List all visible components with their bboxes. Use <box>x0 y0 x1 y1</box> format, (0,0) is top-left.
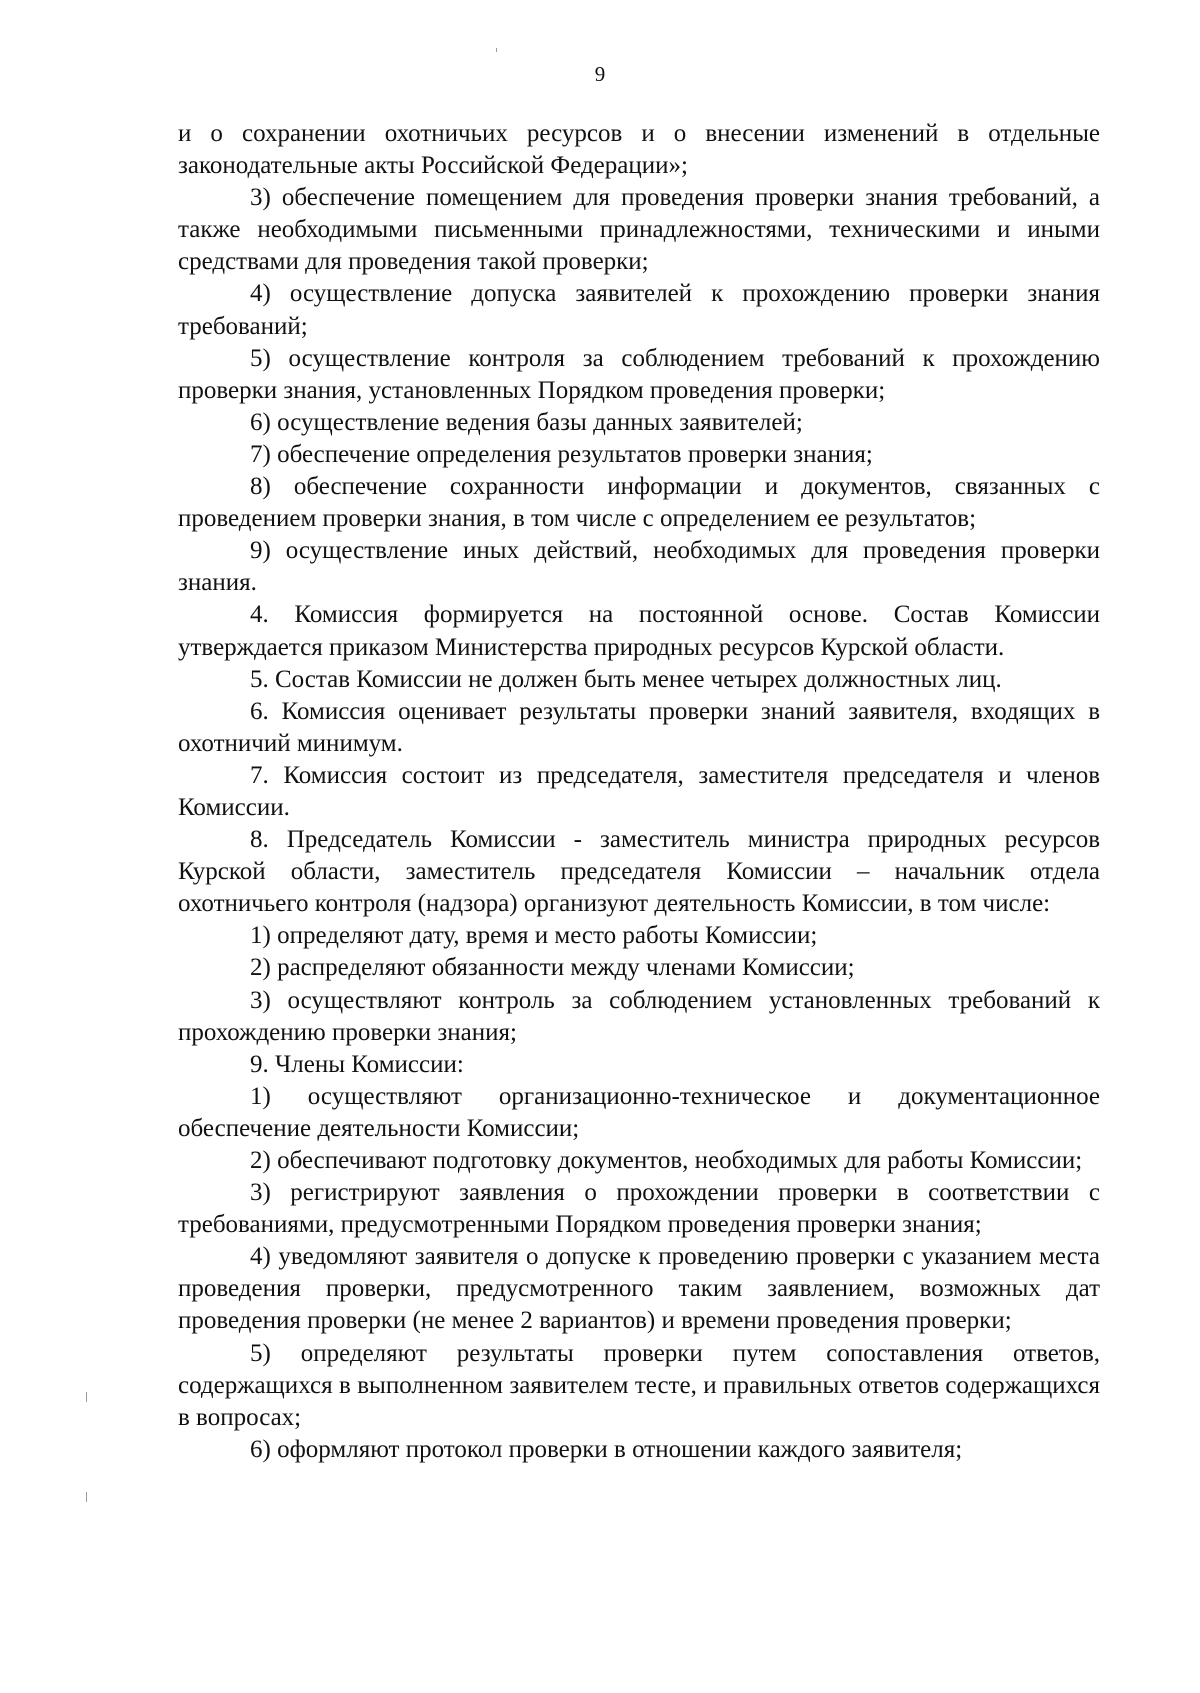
scan-margin-mark <box>86 1492 87 1502</box>
paragraph: 9. Члены Комиссии: <box>250 1050 464 1078</box>
paragraph: 6. Комиссия оценивает результаты проверки знаний заявителя, входящих в охотничий минимум. <box>178 697 1100 757</box>
scan-margin-mark <box>86 1392 87 1402</box>
document-body <box>178 118 1100 1466</box>
paragraph: 1) осуществляют организационно-техническое и документационное обеспечение деятельности Комиссии; <box>178 1082 1100 1142</box>
paragraph: 4) осуществление допуска заявителей к прохождению проверки знания требований; <box>178 280 1100 340</box>
paragraph: 3) регистрируют заявления о прохождении проверки в соответствии с требованиями, предусмотренными Порядком проведения проверки знания; <box>178 1179 1100 1239</box>
paragraph: 9) осуществление иных действий, необходимых для проведения проверки знания. <box>178 537 1100 597</box>
paragraph: 5) определяют результаты проверки путем сопоставления ответов, содержащихся в выполненном заявителем тесте, и правильных ответов содержащихся в вопросах; <box>178 1339 1100 1431</box>
paragraph: 7) обеспечение определения результатов проверки знания; <box>250 440 873 468</box>
paragraph: 2) обеспечивают подготовку документов, необходимых для работы Комиссии; <box>250 1147 1083 1174</box>
paragraph: 8. Председатель Комиссии - заместитель министра природных ресурсов Курской области, заместитель председателя Комиссии – начальник отдела охотничьего контроля (надзора) организуют деятельность Комиссии, в том числе: <box>178 826 1100 918</box>
paragraph: 2) распределяют обязанности между членами Комиссии; <box>250 954 855 982</box>
paragraph: 1) определяют дату, время и место работы Комиссии; <box>250 922 818 950</box>
paragraph: 8) обеспечение сохранности информации и документов, связанных с проведением проверки знания, в том числе с определением ее результатов; <box>178 473 1100 533</box>
page-number: 9 <box>594 62 606 86</box>
scan-speck <box>496 48 497 52</box>
paragraph: и о сохранении охотничьих ресурсов и о внесении изменений в отдельные законодательные акты Российской Федерации»; <box>178 120 1100 180</box>
paragraph: 6) оформляют протокол проверки в отношении каждого заявителя; <box>250 1435 963 1463</box>
paragraph: 3) обеспечение помещением для проведения проверки знания требований, а также необходимыми письменными принадлежностями, техническими и иными средствами для проведения такой проверки; <box>178 184 1100 276</box>
paragraph: 6) осуществление ведения базы данных заявителей; <box>250 408 803 436</box>
paragraph: 4. Комиссия формируется на постоянной основе. Состав Комиссии утверждается приказом Министерства природных ресурсов Курской области. <box>178 601 1100 661</box>
paragraph: 4) уведомляют заявителя о допуске к проведению проверки с указанием места проведения проверки, предусмотренного таким заявлением, возможных дат проведения проверки (не менее 2 вариантов) и времени проведения проверки; <box>178 1243 1100 1335</box>
paragraph: 5. Состав Комиссии не должен быть менее четырех должностных лиц. <box>250 665 1002 693</box>
paragraph: 5) осуществление контроля за соблюдением требований к прохождению проверки знания, установленных Порядком проведения проверки; <box>178 344 1100 404</box>
paragraph: 3) осуществляют контроль за соблюдением установленных требований к прохождению проверки знания; <box>178 986 1100 1046</box>
paragraph: 7. Комиссия состоит из председателя, заместителя председателя и членов Комиссии. <box>178 761 1100 821</box>
